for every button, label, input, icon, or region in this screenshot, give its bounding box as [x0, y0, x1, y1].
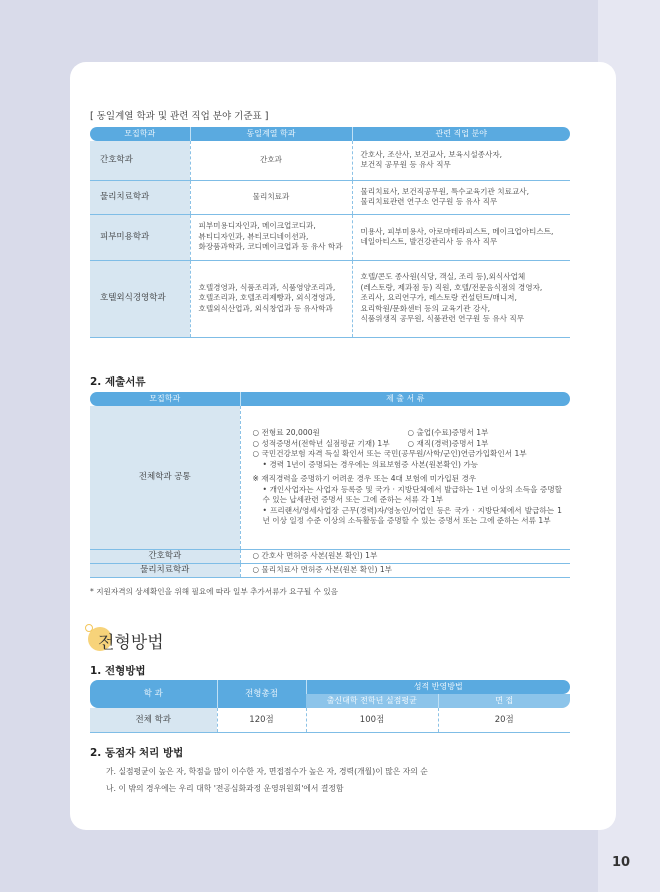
col-header: 전형총점	[217, 680, 306, 708]
tie-rules	[106, 763, 428, 797]
section-title: 전형방법	[98, 633, 164, 653]
dept-cell: 물리치료학과	[90, 563, 240, 577]
table-row	[90, 549, 570, 563]
table-row	[90, 141, 570, 180]
table-row	[90, 180, 570, 214]
title-dot-icon	[85, 624, 93, 632]
col-header: 학 과	[90, 680, 217, 708]
documents-table	[90, 392, 570, 578]
table-row	[90, 708, 570, 732]
dept-cell: 전체학과 공통	[90, 406, 240, 549]
col-header: 모집학과	[90, 392, 240, 406]
col-header: 모집학과	[90, 127, 190, 141]
gpa-cell: 100점	[306, 708, 438, 732]
page-number: 10	[612, 855, 631, 870]
table1-caption: [ 동일계열 학과 및 관련 직업 분야 기준표 ]	[90, 111, 269, 122]
section-heading: 2. 제출서류	[90, 376, 146, 388]
col-header: 성적 반영방법	[306, 680, 570, 694]
jobs-cell: 간호사, 조산사, 보건교사, 보육시설종사자, 보건직 공무원 등 유사 직무	[352, 141, 570, 180]
related-fields-table	[90, 127, 570, 338]
same-cell: 피부미용디자인과, 메이크업코디과, 뷰티디자인과, 뷰티코디네이션과, 화장품과학과, 코디메이크업과 등 유사 학과	[190, 214, 352, 260]
tie-rule: 가. 실점평균이 높은 자, 학점을 많이 이수한 자, 면접점수가 높은 자, 경력(개월)이 많은 자의 순	[106, 767, 428, 776]
docs-cell: ○ 물리치료사 면허증 사본(원본 확인) 1부	[240, 563, 570, 577]
docs-cell: ○ 간호사 면허증 사본(원본 확인) 1부	[240, 549, 570, 563]
col-header: 동일계열 학과	[190, 127, 352, 141]
tie-rule: 나. 이 밖의 경우에는 우리 대학 '전공심화과정 운영위원회'에서 결정함	[106, 784, 344, 793]
total-cell: 120점	[217, 708, 306, 732]
footnote: * 지원자격의 상세확인을 위해 필요에 따라 일부 추가서류가 요구될 수 있음	[90, 587, 338, 596]
dept-cell: 물리치료학과	[90, 180, 190, 214]
dept-cell: 호텔외식경영학과	[90, 260, 190, 337]
section-heading: 1. 전형방법	[90, 665, 146, 677]
jobs-cell: 물리치료사, 보건직공무원, 특수교육기관 치료교사, 물리치료관련 연구소 연구원 등 유사 직무	[352, 180, 570, 214]
col-header: 면 접	[438, 694, 570, 708]
section-heading: 2. 동점자 처리 방법	[90, 747, 184, 759]
jobs-cell: 호텔/콘도 종사원(식당, 객실, 조리 등),외식사업체 (레스토랑, 제과점 등) 직원, 호텔/전문음식점의 경영자, 조리사, 요리연구가, 레스토랑 컨설턴트/매니저, 요리학원/문화센터 등의 교육기관 강사, 식품위생직 공무원, 식품관련 연구원 등 유사 직무	[352, 260, 570, 337]
col-header: 제 출 서 류	[240, 392, 570, 406]
col-header: 출신대학 전학년 실점평균	[306, 694, 438, 708]
docs-cell: ○ 전형료 20,000원 ○ 출업(수료)증명서 1부 ○ 성적증명서(전학년 실점평균 기재) 1부 ○ 재직(경력)증명서 1부 ○ 국민건강보험 자격 득실 확인서 또는 국민(공무원/사학/군인)연금가입확인서 1부 • 경력 1년이 증명되는 경우에는 의료보험증 사본(원본확인) 가능 ※ 재직경력을 증명하기 어려운 경우 또는 4대 보험에 미가입된 경우 • 개인사업자는 사업자 등록증 및 국가 · 지방단체에서 발급하는 1년 이상의 소득을 증명할 수 있는 납세관련 증명서 또는 그에 준하는 서류 각 1부 • 프리랜서/영세사업장 근무(경력)자/영농인/어업인 등은 국가 · 지방단체에서 발급하는 1년 이상 일정 수준 이상의 소득활동을 증명할 수 있는 증명서 또는 그에 준하는 서류 1부	[240, 406, 570, 549]
dept-cell: 피부미용학과	[90, 214, 190, 260]
col-header: 관련 직업 분야	[352, 127, 570, 141]
same-cell: 물리치료과	[190, 180, 352, 214]
dept-cell: 전체 학과	[90, 708, 217, 732]
same-cell: 간호과	[190, 141, 352, 180]
table-row	[90, 214, 570, 260]
table-row	[90, 563, 570, 577]
dept-cell: 간호학과	[90, 141, 190, 180]
dept-cell: 간호학과	[90, 549, 240, 563]
table-row	[90, 406, 570, 549]
same-cell: 호텔경영과, 식품조리과, 식품영양조리과, 호텔조리과, 호텔조리제빵과, 외식경영과, 호텔외식산업과, 외식창업과 등 유사학과	[190, 260, 352, 337]
jobs-cell: 미용사, 피부미용사, 아로마테라피스트, 메이크업아티스트, 네일아티스트, 발건강관리사 등 유사 직무	[352, 214, 570, 260]
table-row	[90, 260, 570, 337]
selection-table	[90, 680, 570, 733]
interview-cell: 20점	[438, 708, 570, 732]
